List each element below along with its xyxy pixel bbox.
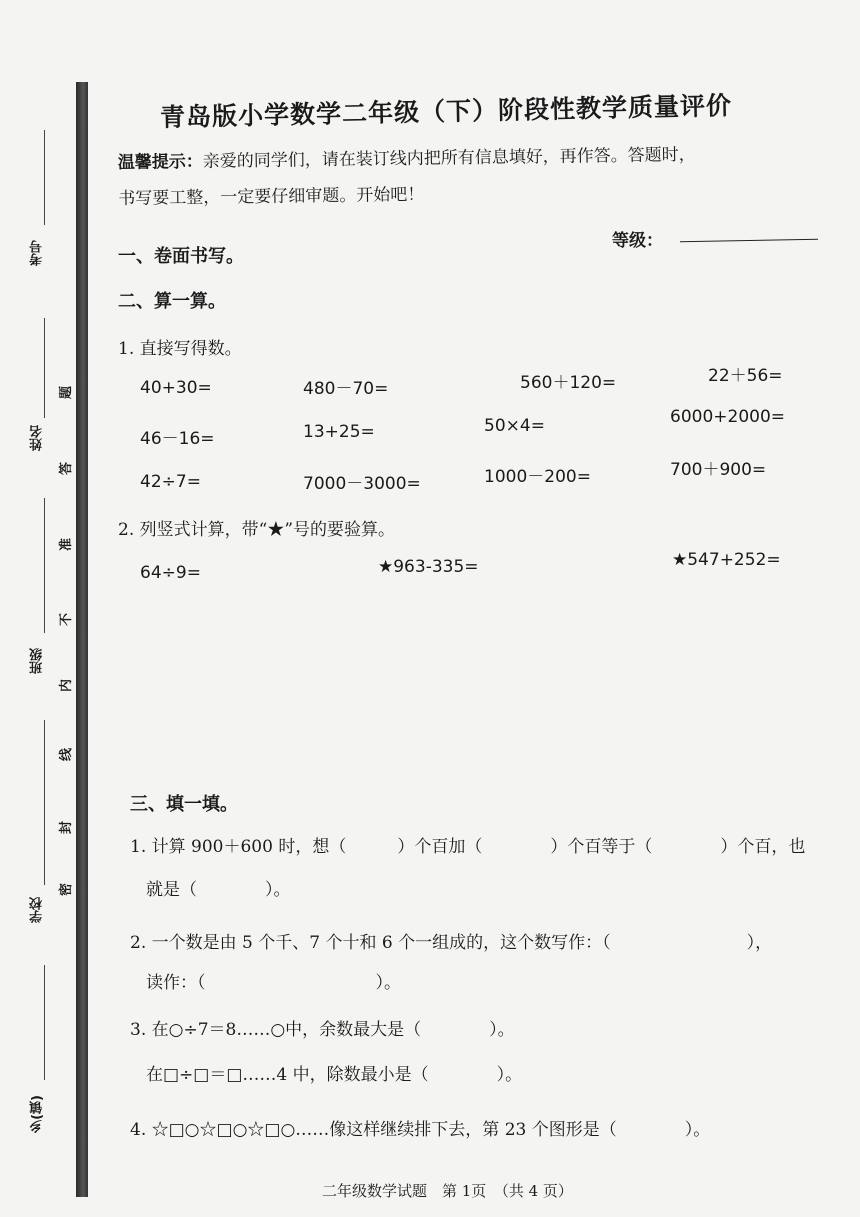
- town-line: [44, 965, 45, 1080]
- binding-bar: [76, 82, 88, 1197]
- calc-item: 50×4=: [484, 416, 545, 436]
- calc-item: 6000+2000=: [670, 407, 786, 427]
- fill-q1-line1: 1. 计算 900＋600 时，想（ ）个百加（ ）个百等于（ ）个百，也: [130, 837, 806, 857]
- calc-item: 480－70=: [303, 379, 389, 399]
- seal-char: 封: [59, 820, 75, 835]
- section-1-title: 一、卷面书写。: [118, 246, 244, 267]
- tip-label: 温馨提示：: [117, 151, 203, 174]
- vertical-calc-item: ★547+252=: [672, 550, 781, 570]
- fill-q1-line2: 就是（ ）。: [146, 880, 291, 900]
- calc-item: 22＋56=: [708, 366, 783, 386]
- seal-char: 线: [59, 747, 75, 762]
- calc-item: 42÷7=: [140, 472, 201, 492]
- school-line: [44, 720, 45, 885]
- town-label: 乡(镇): [30, 1095, 45, 1133]
- seal-char: 内: [59, 678, 75, 693]
- tip-block: [118, 135, 839, 217]
- vertical-calc-item: ★963-335=: [378, 557, 479, 577]
- fill-q2-line2: 读作：（ ）。: [146, 973, 401, 993]
- calc-item: 1000－200=: [484, 467, 591, 487]
- tip-text-2: 书写要工整，一定要仔细审题。开始吧！: [118, 184, 425, 210]
- exam-number-line: [44, 130, 45, 225]
- fill-q3-line1: 3. 在○÷7＝8……○中，余数最大是（ ）。: [130, 1020, 515, 1040]
- calc-item: 560＋120=: [520, 373, 617, 393]
- name-line: [44, 318, 45, 418]
- seal-char: 密: [59, 882, 75, 897]
- section-3-title: 三、填一填。: [130, 794, 238, 815]
- grade-label: 等级：: [612, 231, 663, 251]
- grade-field[interactable]: [680, 239, 818, 242]
- seal-char: 答: [59, 461, 75, 476]
- calc-item: 40+30=: [140, 378, 212, 398]
- tip-text-1: 亲爱的同学们，请在装订线内把所有信息填好，再作答。答题时，: [202, 144, 696, 172]
- school-label: 学校: [30, 897, 45, 923]
- name-label: 姓名: [30, 425, 45, 451]
- calc-item: 46－16=: [140, 429, 215, 449]
- vertical-calc-item: 64÷9=: [140, 563, 201, 583]
- fill-q3-line2: 在□÷□＝□……4 中，除数最小是（ ）。: [146, 1065, 523, 1085]
- page-footer: 二年级数学试题 第 1页 （共 4 页）: [322, 1182, 573, 1200]
- calc-item: 7000－3000=: [303, 474, 421, 494]
- calc-item: 700＋900=: [670, 460, 767, 480]
- section-2-title: 二、算一算。: [118, 291, 226, 312]
- seal-char: 准: [59, 537, 75, 552]
- exam-number-label: 考号: [30, 240, 45, 266]
- q1-prompt: 1. 直接写得数。: [118, 339, 242, 359]
- fill-q4-line1: 4. ☆□○☆□○☆□○……像这样继续排下去，第 23 个图形是（ ）。: [130, 1120, 711, 1140]
- seal-char: 题: [59, 385, 75, 400]
- page-title: 青岛版小学数学二年级（下）阶段性教学质量评价: [159, 91, 733, 132]
- class-line: [44, 498, 45, 633]
- q2-prompt: 2. 列竖式计算，带“★”号的要验算。: [118, 520, 396, 540]
- class-label: 班级: [30, 648, 45, 674]
- fill-q2-line1: 2. 一个数是由 5 个千、7 个十和 6 个一组成的，这个数写作：（ ），: [130, 933, 773, 953]
- calc-item: 13+25=: [303, 422, 375, 442]
- seal-char: 不: [59, 612, 75, 627]
